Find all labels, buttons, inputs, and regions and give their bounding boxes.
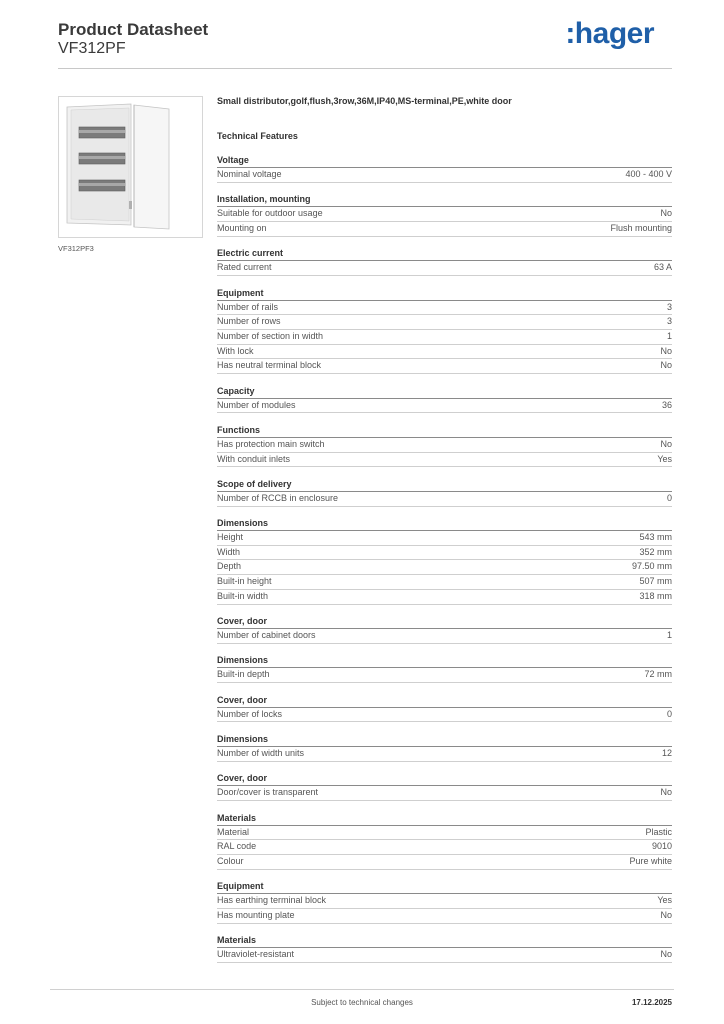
spec-row (217, 909, 672, 924)
feature-section (217, 812, 672, 870)
spec-value: 97.50 mm (631, 561, 672, 572)
spec-label: With lock (217, 345, 254, 356)
hager-logo: :hager (565, 17, 654, 50)
spec-value: No (660, 787, 672, 798)
spec-label: Rated current (217, 262, 272, 273)
page-title: Product Datasheet (58, 20, 209, 39)
spec-label: Has neutral terminal block (217, 360, 322, 371)
spec-label: Has mounting plate (217, 909, 295, 920)
distribution-board-illustration (59, 97, 202, 237)
spec-row (217, 855, 672, 870)
spec-value: 352 mm (639, 546, 672, 557)
image-caption: VF312PF3 (58, 244, 94, 253)
spec-row (217, 301, 672, 316)
feature-section (217, 772, 672, 801)
spec-value: 3 (666, 316, 672, 327)
spec-label: With conduit inlets (217, 453, 291, 464)
spec-row (217, 708, 672, 723)
datasheet-content (217, 94, 672, 963)
section-title: Dimensions (217, 733, 672, 747)
spec-label: Has earthing terminal block (217, 895, 327, 906)
spec-label: Number of RCCB in enclosure (217, 492, 339, 503)
spec-row (217, 560, 672, 575)
section-title: Materials (217, 934, 672, 948)
feature-sections (217, 154, 672, 963)
spec-value: 1 (666, 330, 672, 341)
spec-row (217, 330, 672, 345)
spec-value: 63 A (653, 262, 672, 273)
feature-section (217, 733, 672, 762)
spec-value: 12 (661, 747, 672, 758)
section-title: Functions (217, 424, 672, 438)
spec-value: 36 (661, 399, 672, 410)
spec-value: 72 mm (644, 669, 672, 680)
spec-label: Has protection main switch (217, 438, 325, 449)
spec-label: Number of section in width (217, 330, 324, 341)
spec-label: Height (217, 532, 244, 543)
spec-value: 507 mm (639, 576, 672, 587)
spec-value: No (660, 909, 672, 920)
spec-label: Number of rows (217, 316, 281, 327)
product-code: VF312PF (58, 40, 126, 57)
feature-section (217, 934, 672, 963)
feature-section (217, 880, 672, 923)
spec-row (217, 546, 672, 561)
spec-label: Ultraviolet-resistant (217, 949, 295, 960)
spec-label: Built-in height (217, 576, 272, 587)
section-title: Scope of delivery (217, 478, 672, 492)
spec-row (217, 948, 672, 963)
spec-value: 1 (666, 630, 672, 641)
spec-value: 9010 (651, 841, 672, 852)
section-title: Materials (217, 812, 672, 826)
section-title: Cover, door (217, 772, 672, 786)
spec-value: 0 (666, 492, 672, 503)
spec-row (217, 840, 672, 855)
spec-label: Mounting on (217, 222, 267, 233)
spec-row (217, 668, 672, 683)
feature-section (217, 517, 672, 604)
spec-value: 400 - 400 V (625, 169, 672, 179)
spec-row (217, 826, 672, 841)
spec-label: Colour (217, 855, 244, 866)
footer-date: 17.12.2025 (631, 998, 672, 1007)
spec-value: 318 mm (639, 590, 672, 601)
spec-value: No (660, 345, 672, 356)
spec-row (217, 359, 672, 374)
feature-section (217, 424, 672, 467)
spec-row (217, 531, 672, 546)
spec-value: Plastic (645, 826, 672, 837)
spec-row (217, 438, 672, 453)
section-title: Capacity (217, 385, 672, 399)
feature-section (217, 385, 672, 414)
feature-section (217, 478, 672, 507)
section-title: Dimensions (217, 654, 672, 668)
spec-label: Door/cover is transparent (217, 787, 319, 798)
page-header (58, 17, 672, 70)
spec-label: Built-in depth (217, 669, 270, 680)
feature-section (217, 154, 672, 183)
spec-label: Number of cabinet doors (217, 630, 316, 641)
spec-row (217, 399, 672, 414)
spec-label: RAL code (217, 841, 257, 852)
spec-row (217, 747, 672, 762)
spec-value: 0 (666, 708, 672, 719)
spec-row (217, 894, 672, 909)
section-title: Installation, mounting (217, 193, 672, 207)
section-title: Cover, door (217, 694, 672, 708)
feature-section (217, 694, 672, 723)
section-title: Electric current (217, 247, 672, 261)
spec-row (217, 590, 672, 605)
product-image (58, 96, 203, 238)
spec-row (217, 492, 672, 507)
spec-label: Depth (217, 561, 242, 572)
header-divider (58, 68, 672, 69)
spec-row (217, 575, 672, 590)
spec-label: Width (217, 546, 241, 557)
product-description: Small distributor,golf,flush,3row,36M,IP40,MS-terminal,PE,white door (217, 96, 512, 106)
footer-note: Subject to technical changes (311, 998, 413, 1007)
spec-value: 3 (666, 301, 672, 312)
spec-value: No (660, 949, 672, 960)
spec-row (217, 261, 672, 276)
spec-row (217, 168, 672, 183)
footer-divider (50, 989, 674, 990)
spec-value: Yes (657, 453, 672, 464)
spec-label: Number of width units (217, 747, 305, 758)
spec-value: No (660, 208, 672, 219)
feature-section (217, 654, 672, 683)
spec-label: Material (217, 826, 250, 837)
feature-section (217, 287, 672, 374)
spec-value: Pure white (629, 855, 672, 866)
spec-label: Built-in width (217, 590, 269, 601)
technical-features-heading: Technical Features (217, 131, 298, 141)
spec-value: 543 mm (639, 532, 672, 543)
spec-label: Number of rails (217, 301, 279, 312)
feature-section (217, 615, 672, 644)
spec-value: Flush mounting (610, 222, 672, 233)
feature-section (217, 247, 672, 276)
section-title: Dimensions (217, 517, 672, 531)
spec-row (217, 629, 672, 644)
spec-label: Number of locks (217, 708, 283, 719)
section-title: Equipment (217, 880, 672, 894)
feature-section (217, 193, 672, 236)
section-title: Equipment (217, 287, 672, 301)
spec-value: No (660, 360, 672, 371)
spec-row (217, 786, 672, 801)
spec-row (217, 222, 672, 237)
spec-label: Suitable for outdoor usage (217, 208, 323, 219)
spec-value: No (660, 438, 672, 449)
spec-value: Yes (657, 895, 672, 906)
spec-row (217, 315, 672, 330)
section-title: Cover, door (217, 615, 672, 629)
spec-label: Nominal voltage (217, 169, 282, 179)
spec-row (217, 453, 672, 468)
spec-label: Number of modules (217, 399, 296, 410)
section-title: Voltage (217, 154, 672, 168)
spec-row (217, 345, 672, 360)
spec-row (217, 207, 672, 222)
